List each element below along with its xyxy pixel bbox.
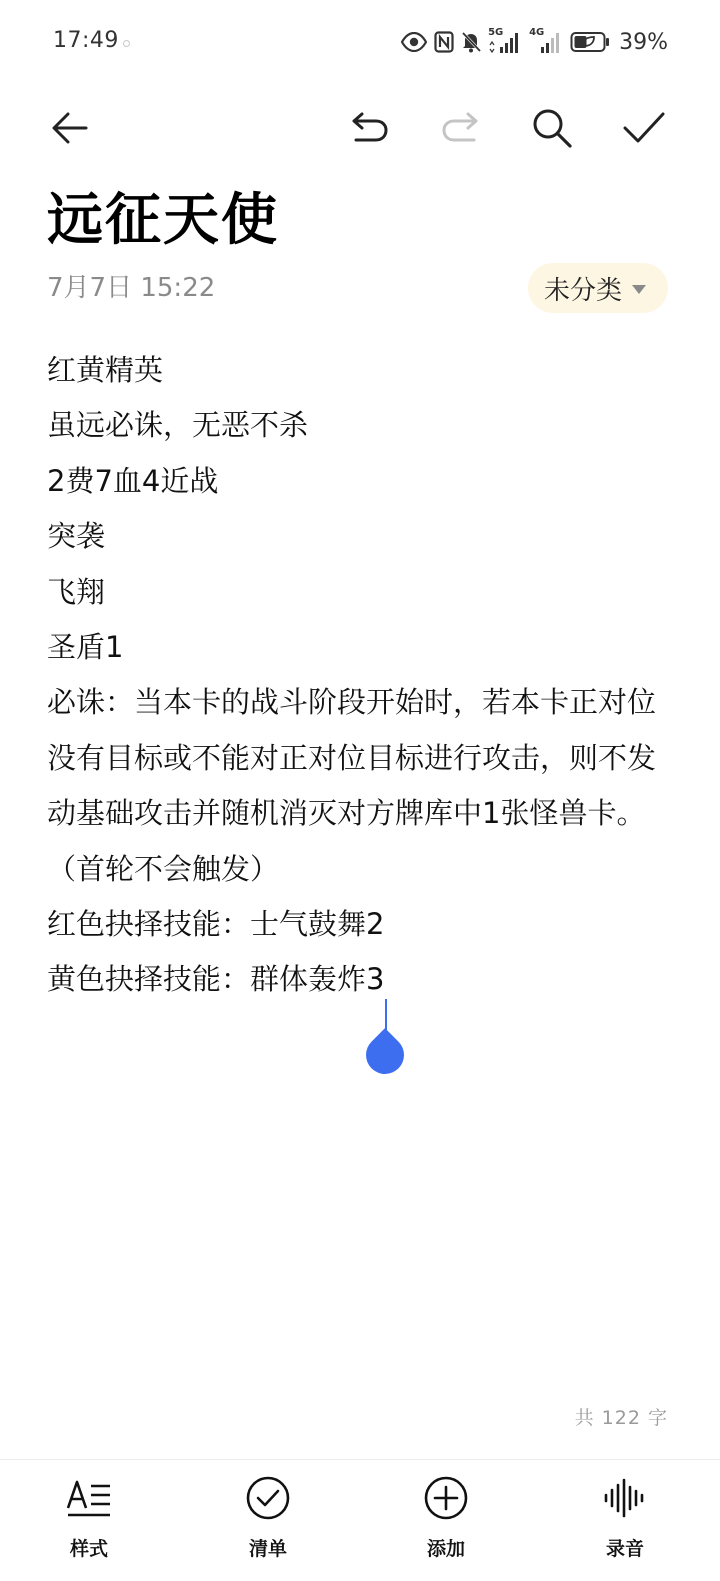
back-button[interactable] xyxy=(40,96,100,160)
signal-5g-icon xyxy=(488,29,522,55)
note-line: 红色抉择技能：士气鼓舞2 xyxy=(47,907,385,942)
cursor-handle[interactable] xyxy=(359,1029,413,1083)
back-arrow-icon xyxy=(50,108,90,148)
signal-4g-label: 4G xyxy=(529,27,545,38)
eye-icon xyxy=(401,32,427,52)
record-label: 录音 xyxy=(605,1538,644,1560)
mute-bell-icon xyxy=(461,31,481,53)
text-style-icon xyxy=(65,1474,113,1522)
note-line: 2费7血4近战 xyxy=(47,463,219,498)
status-time: 17:49 xyxy=(53,28,119,53)
nfc-icon xyxy=(434,31,454,53)
category-selector[interactable] xyxy=(528,263,668,313)
note-line: 突袭 xyxy=(47,519,106,554)
redo-icon xyxy=(440,108,480,148)
note-line: 圣盾1 xyxy=(47,630,124,665)
note-line-last xyxy=(47,952,672,1007)
word-count: 共 122 字 xyxy=(574,1407,668,1429)
bottom-bar xyxy=(0,1459,720,1581)
record-button[interactable] xyxy=(565,1474,685,1574)
signal-4g-icon xyxy=(529,29,563,55)
style-button[interactable] xyxy=(29,1474,149,1574)
search-button[interactable] xyxy=(522,96,582,160)
undo-button[interactable] xyxy=(340,96,400,160)
note-line-text: 黄色抉择技能：群体轰炸3 xyxy=(47,962,385,997)
add-circle-icon xyxy=(422,1474,470,1522)
editor-toolbar xyxy=(0,96,720,160)
battery-percent: 39% xyxy=(619,29,668,55)
status-icons xyxy=(401,27,668,57)
note-title[interactable]: 远征天使 xyxy=(47,188,279,253)
add-label: 添加 xyxy=(426,1538,465,1560)
checklist-label: 清单 xyxy=(248,1538,287,1560)
note-line: 飞翔 xyxy=(47,574,106,609)
search-icon xyxy=(530,106,574,150)
signal-5g-label: 5G xyxy=(488,27,504,38)
note-body[interactable] xyxy=(47,343,672,1008)
waveform-icon xyxy=(601,1474,649,1522)
note-line: 虽远必诛，无恶不杀 xyxy=(47,408,309,443)
redo-button[interactable] xyxy=(430,96,490,160)
check-icon xyxy=(622,108,666,148)
status-bar xyxy=(0,0,720,86)
undo-icon xyxy=(350,108,390,148)
add-button[interactable] xyxy=(386,1474,506,1574)
note-date: 7月7日 15:22 xyxy=(47,273,216,303)
category-label: 未分类 xyxy=(543,275,622,306)
dropdown-caret-icon xyxy=(632,285,646,294)
note-line: 必诛：当本卡的战斗阶段开始时，若本卡正对位没有目标或不能对正对位目标进行攻击，则不发动基础攻击并随机消灭对方牌库中1张怪兽卡。（首轮不会触发） xyxy=(47,685,657,886)
checklist-icon xyxy=(244,1474,292,1522)
note-line: 红黄精英 xyxy=(47,353,164,387)
battery-icon xyxy=(570,31,610,53)
style-label: 样式 xyxy=(69,1538,108,1560)
status-dot-icon xyxy=(123,40,130,47)
checklist-button[interactable] xyxy=(208,1474,328,1574)
confirm-button[interactable] xyxy=(614,96,674,160)
